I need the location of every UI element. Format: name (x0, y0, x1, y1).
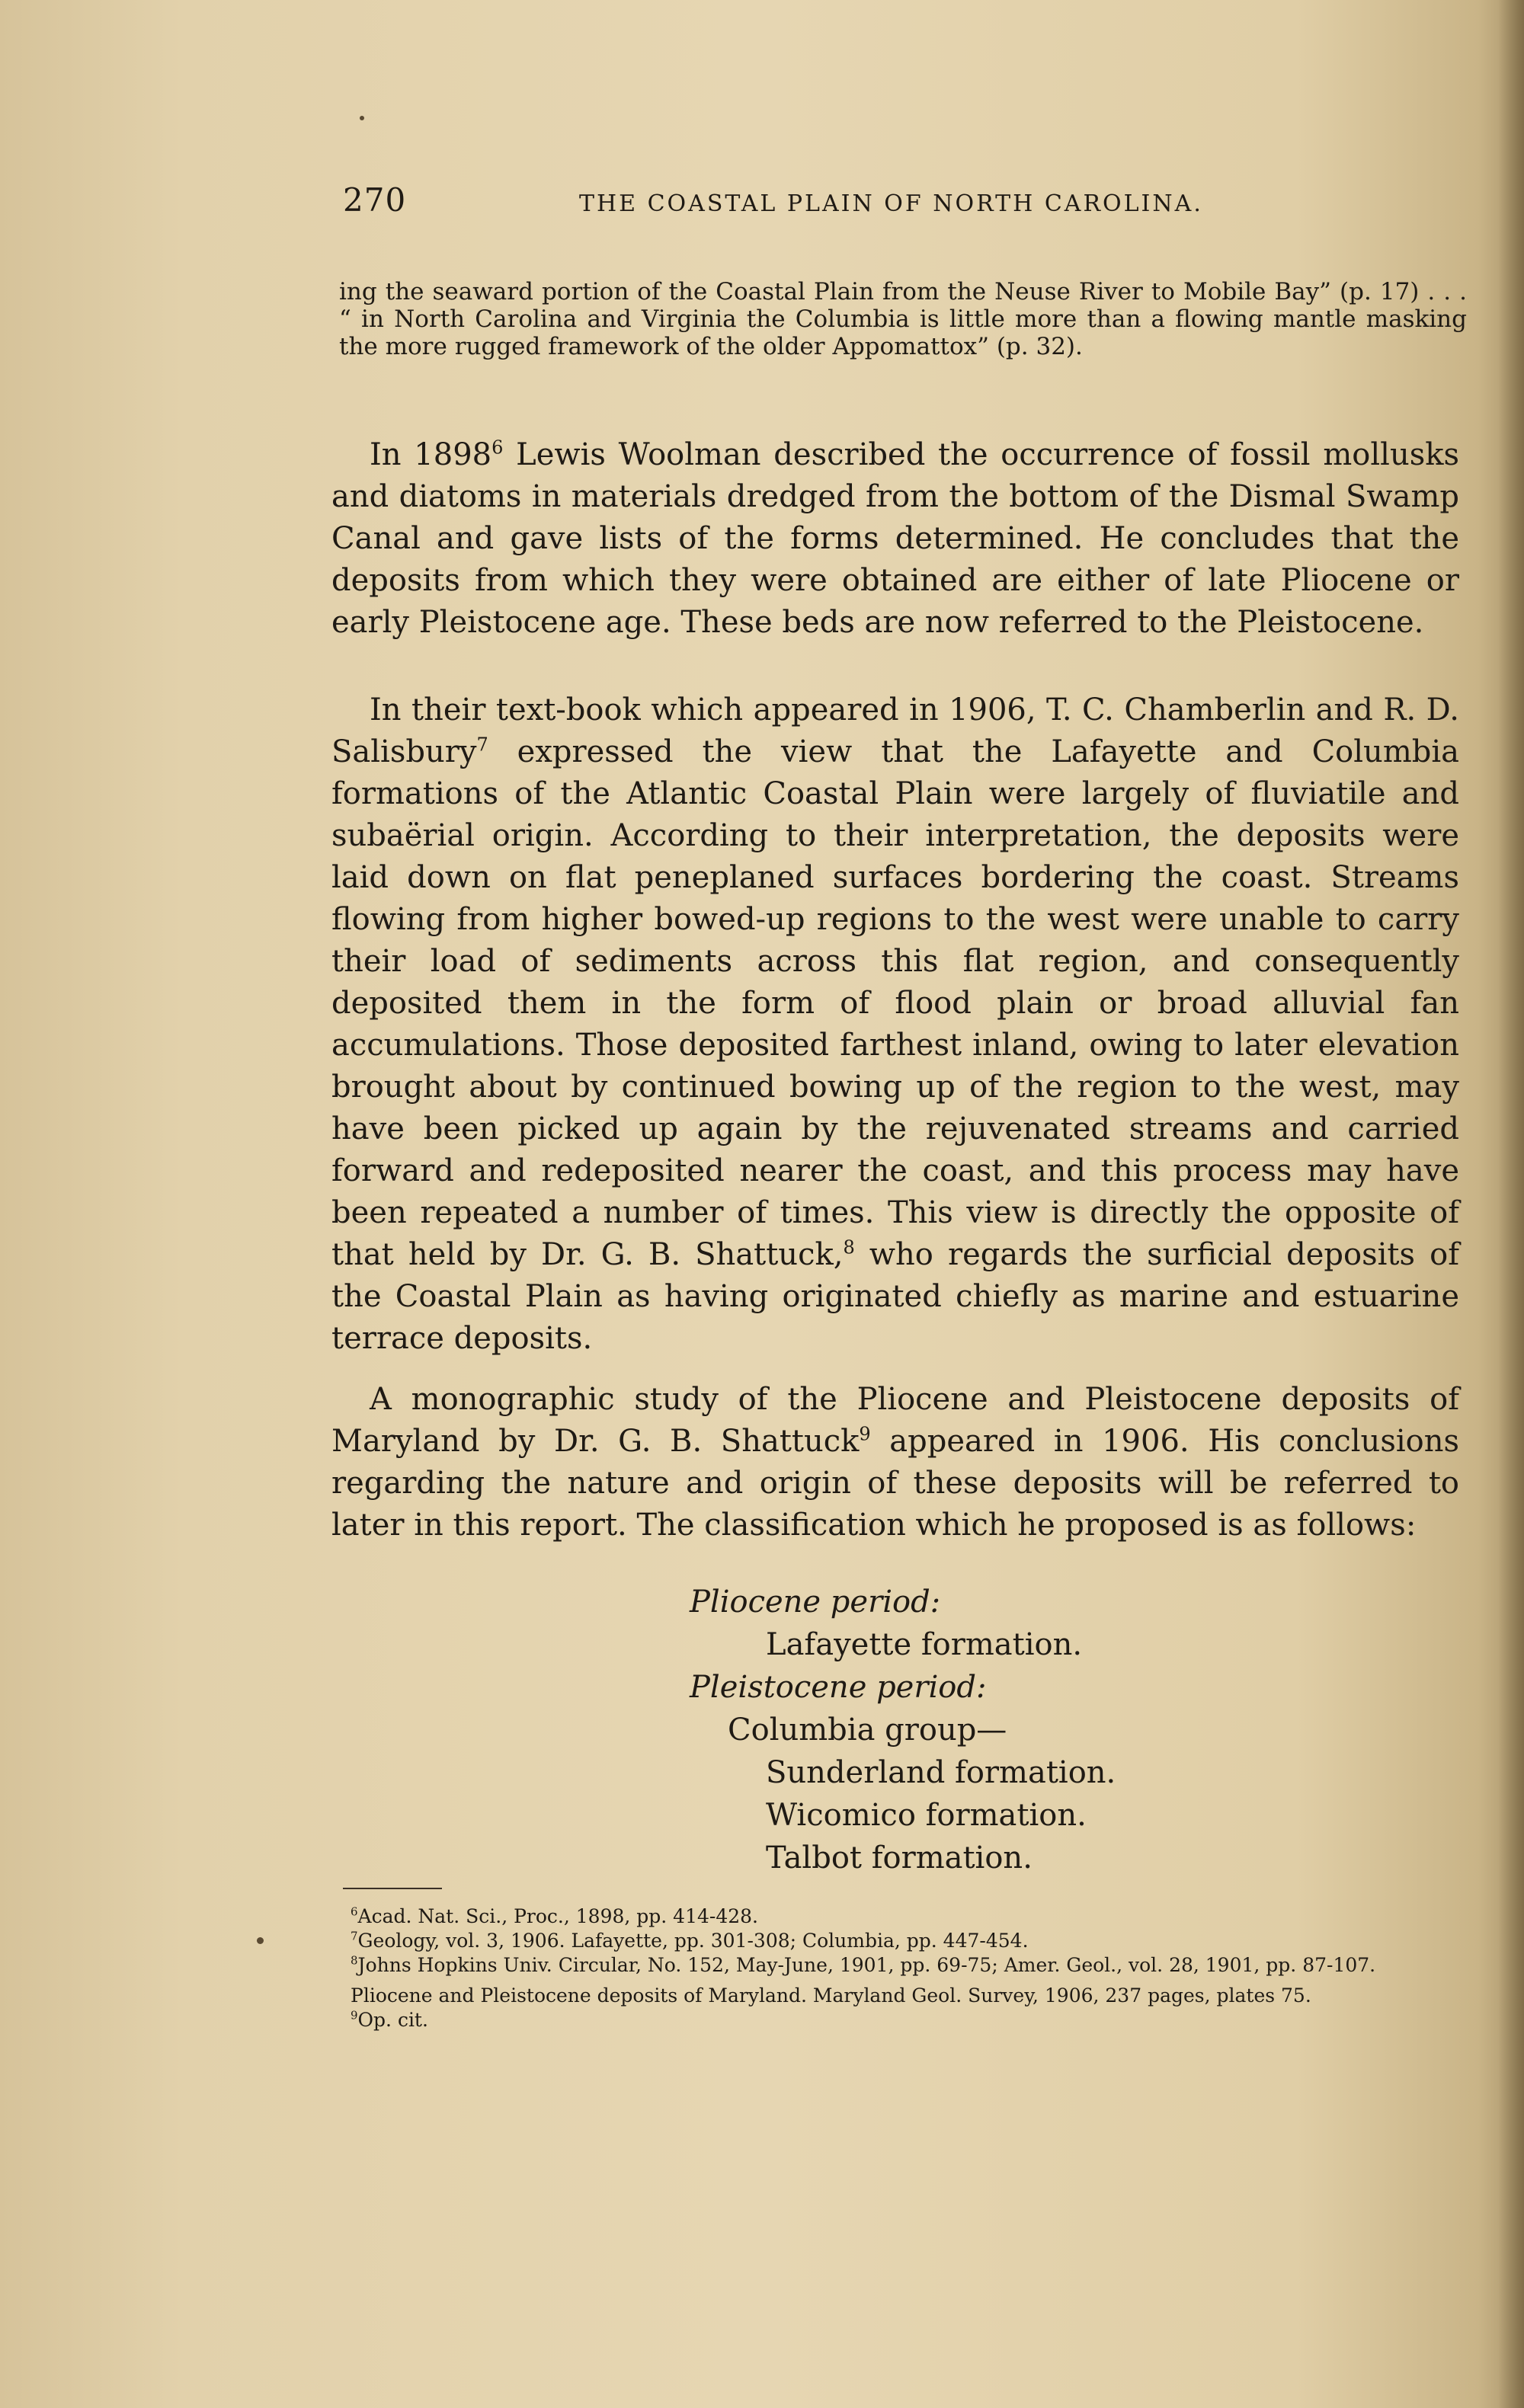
footnote-mark: 6 (351, 1904, 358, 1919)
columbia-group: Columbia group— (728, 1712, 1007, 1748)
footnote-text: Op. cit. (357, 2009, 428, 2031)
talbot-formation: Talbot formation. (766, 1840, 1033, 1876)
pliocene-period-heading: Pliocene period: (690, 1585, 941, 1620)
lafayette-formation: Lafayette formation. (766, 1627, 1083, 1662)
pleistocene-period-heading: Pleistocene period: (690, 1670, 987, 1705)
footnote-mark: 8 (351, 1953, 358, 1968)
page-edge-shadow (1498, 0, 1524, 2408)
sunderland-formation: Sunderland formation. (766, 1755, 1116, 1790)
paragraph-text: In 1898 (370, 437, 492, 472)
running-title: THE COASTAL PLAIN OF NORTH CAROLINA. (579, 190, 1203, 217)
paragraph-text: In their text-book which appeared in 1906, T. C. Chamberlin and R. D. Salisbury (331, 692, 1459, 769)
paragraph-woolman (331, 434, 1459, 644)
footnote-divider (343, 1888, 442, 1889)
running-head (343, 181, 1471, 235)
paper-speck (257, 1937, 264, 1944)
paragraph-text: expressed the view that the Lafayette and Columbia formations of the Atlantic Coastal Plain were largely of fluviatile and subaërial origin. According to their interpretation, the deposits were laid down on flat peneplaned surfaces bordering the coast. Streams flowing from higher bowed-up regions to the west were unable to carry their load of sediments across this flat region, and consequently deposited them in the form of flood plain or broad alluvial fan accumulations. Those deposited farthest inland, owing to later elevation brought about by continued bowing up of the region to the west, may have been picked up again by the rejuvenated streams and carried forward and redeposited nearer the coast, and this process may have been repeated a number of times. This view is directly the opposite of that held by Dr. G. B. Shattuck, (331, 734, 1459, 1272)
page-number: 270 (343, 181, 407, 219)
continued-quotation: ing the seaward portion of the Coastal Plain from the Neuse River to Mobile Bay” (p. 17) . . . “ in North Carolina and Virginia the Columbia is little more than a flowing mantle masking the more rugged framework of the older Appomattox” (p. 32). (339, 278, 1467, 360)
footnote-7 (290, 1929, 1433, 1953)
footnote-mark: 7 (351, 1929, 358, 1943)
paragraph-text: Lewis Woolman described the occurrence of fossil mollusks and diatoms in materials dredged from the bottom of the Dismal Swamp Canal and gave lists of the forms determined. He concludes that the deposits from which they were obtained are either of late Pliocene or early Pleistocene age. These beds are now referred to the Pleistocene. (331, 437, 1459, 640)
footnote-mark: 9 (351, 2008, 358, 2023)
paragraph-text: who regards the surficial deposits of the Coastal Plain as having originated chiefly as marine and estuarine terrace deposits. (331, 1237, 1459, 1356)
paragraph-text: appeared in 1906. His conclusions regarding the nature and origin of these deposits will be referred to later in this report. The classification which he proposed is as follows: (331, 1424, 1460, 1543)
footnote-text: Johns Hopkins Univ. Circular, No. 152, May-June, 1901, pp. 69-75; Amer. Geol., vol. 28, 1901, pp. 87-107. (357, 1954, 1376, 1976)
classification-list (690, 1581, 1299, 1879)
footnote-ref: 6 (491, 437, 504, 459)
paragraph-chamberlin-salisbury (331, 689, 1459, 1360)
footnote-8 (290, 1953, 1433, 1978)
footnote-6 (290, 1904, 1433, 1929)
paper-speck (360, 116, 364, 120)
footnote-9 (290, 2008, 1433, 2032)
footnote-ref: 8 (843, 1236, 855, 1258)
footnote-maryland-survey (290, 1984, 1433, 2008)
paragraph-text: A monographic study of the Pliocene and Pleistocene deposits of Maryland by Dr. G. B. Shattuck (331, 1382, 1459, 1459)
paragraph-shattuck (331, 1379, 1459, 1546)
footnote-ref: 7 (476, 734, 488, 756)
footnotes (290, 1904, 1433, 2032)
footnote-text: Pliocene and Pleistocene deposits of Maryland. Maryland Geol. Survey, 1906, 237 pages, plates 75. (351, 1984, 1311, 2007)
wicomico-formation: Wicomico formation. (766, 1798, 1087, 1833)
footnote-ref: 9 (859, 1423, 871, 1445)
footnote-text: Geology, vol. 3, 1906. Lafayette, pp. 301-308; Columbia, pp. 447-454. (357, 1930, 1029, 1952)
footnote-text: Acad. Nat. Sci., Proc., 1898, pp. 414-428. (357, 1905, 758, 1927)
